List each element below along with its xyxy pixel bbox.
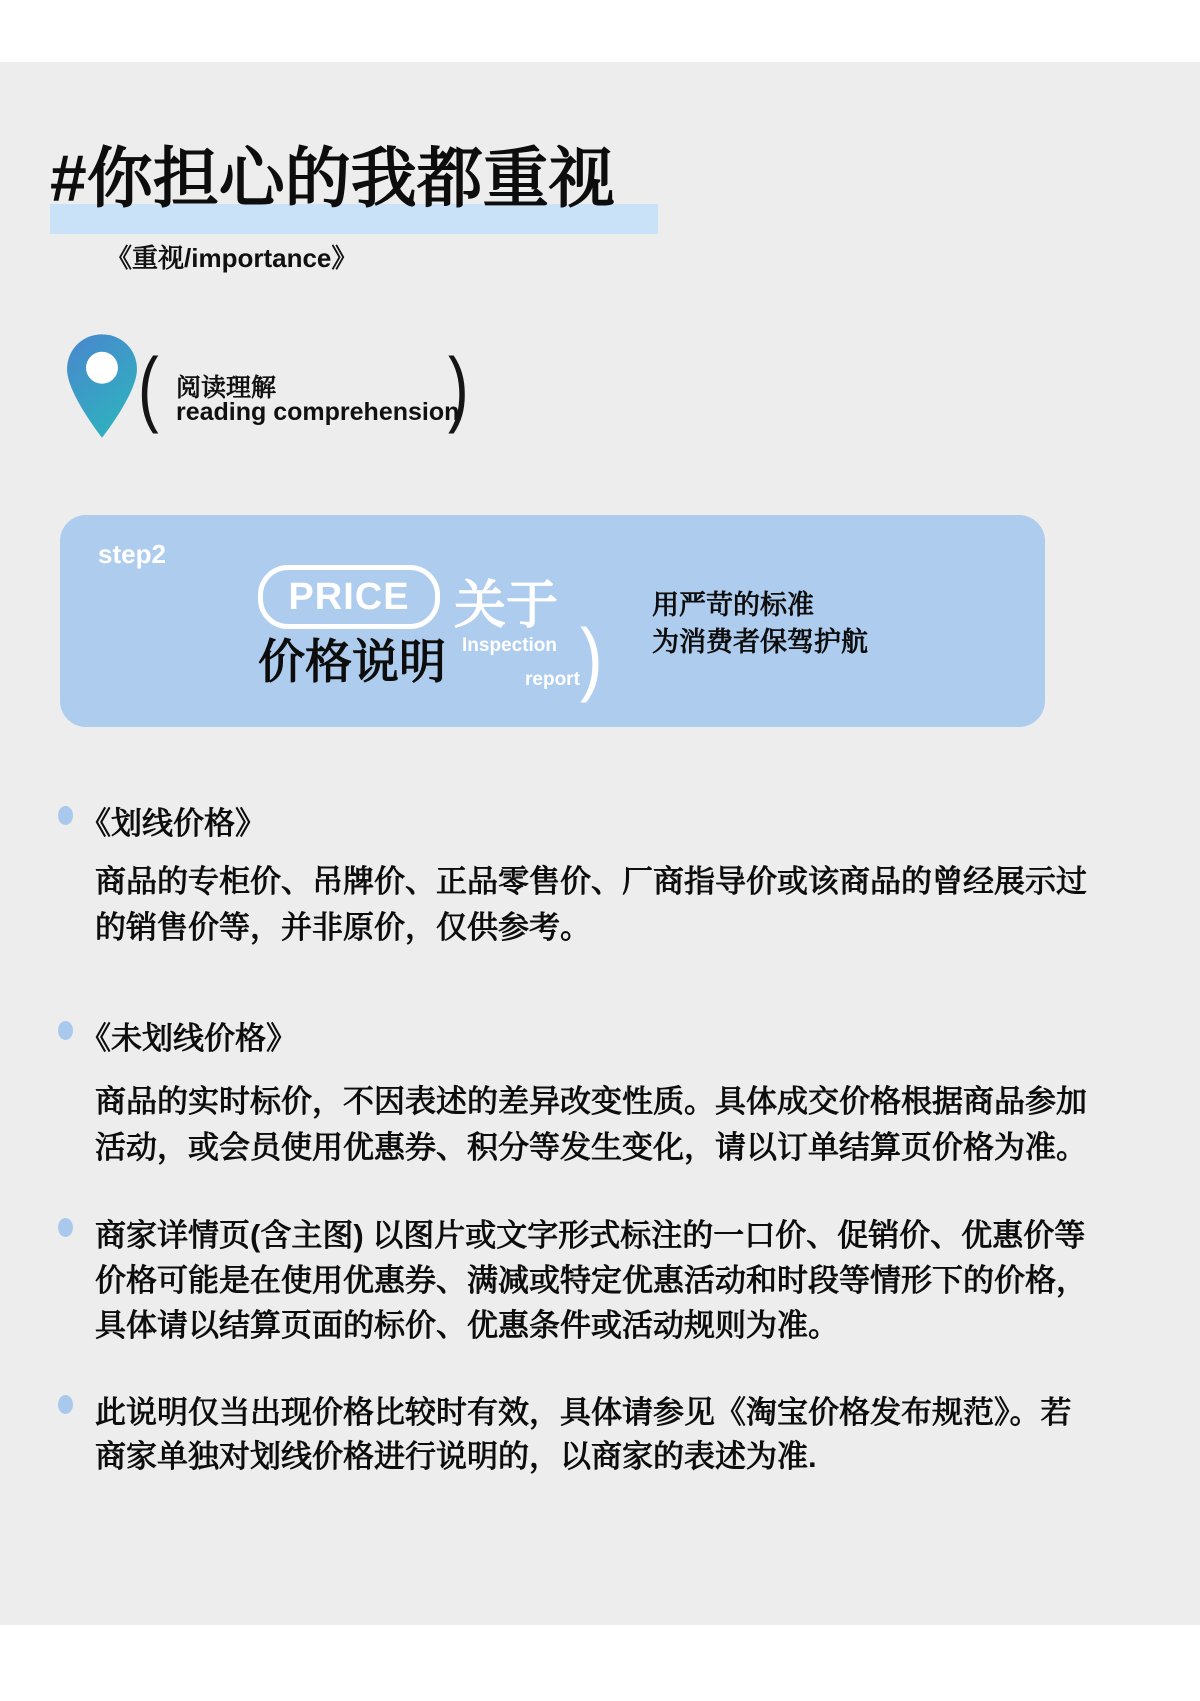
banner-slogan-line1: 用严苛的标准 xyxy=(652,590,814,620)
bullet-dot xyxy=(58,1395,73,1414)
intro-open-paren: ( xyxy=(138,341,159,435)
bullet-dot xyxy=(58,806,73,825)
banner-slogan-line2: 为消费者保驾护航 xyxy=(652,627,868,657)
step-label: step2 xyxy=(98,539,166,569)
section-line: 此说明仅当出现价格比较时有效，具体请参见《淘宝价格发布规范》。若 xyxy=(95,1395,1072,1430)
section-heading: 《未划线价格》 xyxy=(80,1021,297,1056)
banner-title-white: 关于 xyxy=(454,577,559,635)
banner-close-paren: ) xyxy=(580,612,603,704)
section-line: 商家单独对划线价格进行说明的，以商家的表述为准. xyxy=(95,1439,817,1474)
banner-subtitle-en-line2: report xyxy=(525,669,580,690)
section-line: 价格可能是在使用优惠券、满减或特定优惠活动和时段等情形下的价格， xyxy=(95,1263,1087,1298)
intro-label-zh: 阅读理解 xyxy=(176,374,277,402)
bullet-dot xyxy=(58,1218,73,1237)
bullet-dot xyxy=(58,1021,73,1040)
section-line: 商品的专柜价、吊牌价、正品零售价、厂商指导价或该商品的曾经展示过 xyxy=(95,864,1087,899)
location-pin-icon xyxy=(64,332,140,440)
banner-subtitle-en-line1: Inspection xyxy=(462,635,558,656)
section-line: 活动，或会员使用优惠券、积分等发生变化，请以订单结算页价格为准。 xyxy=(95,1130,1087,1165)
banner-title-black: 价格说明 xyxy=(258,635,446,688)
page-title-block xyxy=(50,132,615,224)
section-line: 商家详情页(含主图) 以图片或文字形式标注的一口价、促销价、优惠价等 xyxy=(95,1218,1086,1253)
banner-slogan xyxy=(652,587,868,661)
price-badge-label: PRICE xyxy=(288,575,410,618)
section-heading: 《划线价格》 xyxy=(80,806,266,841)
section-line: 商品的实时标价，不因表述的差异改变性质。具体成交价格根据商品参加 xyxy=(95,1084,1087,1119)
section-line: 具体请以结算页面的标价、优惠条件或活动规则为准。 xyxy=(95,1308,839,1343)
section-line: 的销售价等，并非原价，仅供参考。 xyxy=(95,910,591,945)
price-banner xyxy=(60,515,1045,727)
intro-label-en: reading comprehension xyxy=(176,398,460,426)
price-badge xyxy=(258,565,440,629)
intro-close-paren: ) xyxy=(448,341,469,435)
page-subtitle: 《重视/importance》 xyxy=(106,243,358,273)
page-title: #你担心的我都重视 xyxy=(50,141,615,215)
